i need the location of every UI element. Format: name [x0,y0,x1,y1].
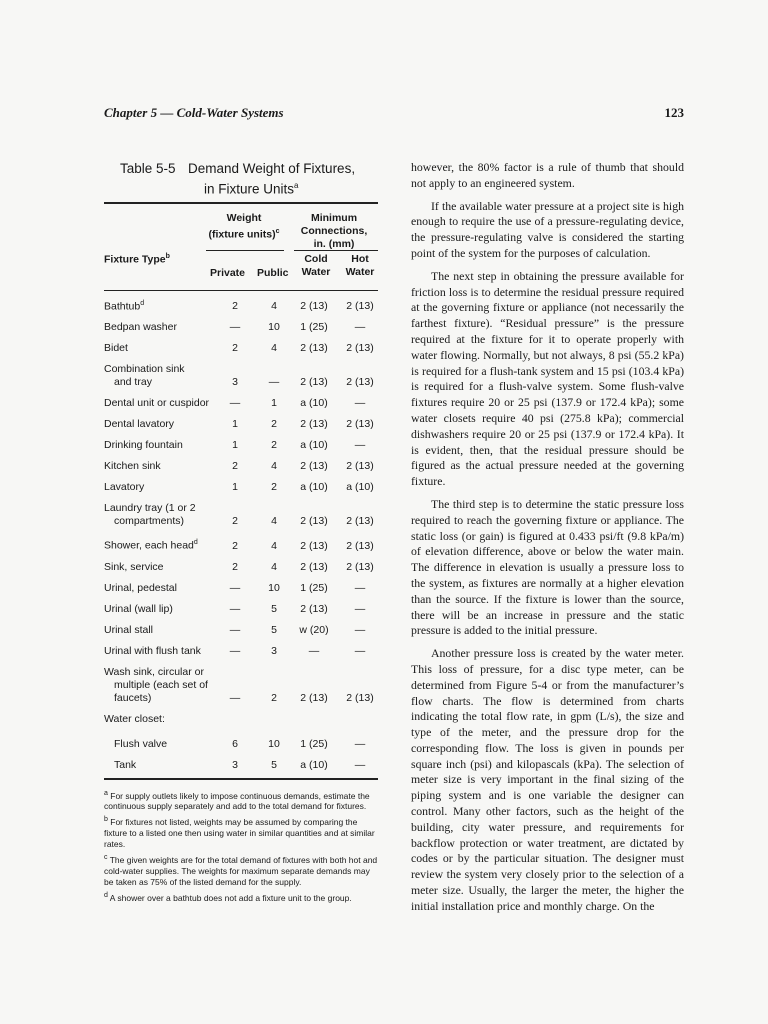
cold-water-cell: 2 (13) [300,342,328,354]
header-bottom-rule [104,290,378,291]
cold-water-cell: 1 (25) [300,581,328,594]
public-cell: 10 [268,581,280,594]
public-cell: 2 [271,691,277,704]
table-title-line2: in Fixture Units [204,181,295,197]
footnote: $^a$ For supply outlets likely to impose continuous demands, estimate the continuous supply separately and add to the total demand for fixtures. [104,789,370,812]
cold-water-cell: — [308,644,320,657]
table-row [104,397,378,410]
footnote: $^c$ The given weights are for the total demand of fixtures with both hot and cold-water supplies. The weights for maximum separate demands may be taken as 75% of the listed demand for the supply. [104,854,378,887]
fixture-type-cell: Dental lavatory [104,418,175,430]
private-cell: 2 [232,300,238,312]
hot-water-cell: — [354,623,366,636]
table-row [104,603,378,616]
private-cell: 2 [232,560,238,573]
table-row [104,502,378,528]
private-cell: 3 [232,758,238,771]
body-paragraph: The next step in obtaining the pressure available for friction loss is to determine the residual pressure required at the governing fixture or appliance (not necessarily the farthest fixture). “Residual pressure” is the pressure required at the fixture for it to operate properly with water flowing. Normally, but not always, 8 psi (55.2 kPa) is required for a flush-tank system and 15 psi (103.4 kPa) is required for a flush-valve system. Some flush-valve fixtures require 20 or 25 psi (137.9 or 172.4 kPa); some water closets require 40 psi (275.8 kPa); commercial dishwashers require 20 or 25 psi (137.9 or 172.4 kPa). It is evident, then, that the residual pressure should be figured as the actual pressure needed at the governing fixture. [411,268,684,489]
fixture-type-cell: Urinal (wall lip) [104,602,173,615]
public-cell: 4 [271,342,277,354]
private-cell: 2 [232,342,238,354]
fixture-type-cell: Urinal stall [104,623,154,636]
public-cell: 2 [271,418,277,430]
fixture-type-cell: Drinking fountain [104,439,183,451]
table-row [104,536,378,553]
table-row [104,582,378,595]
footnote: $^b$ For fixtures not listed, weights may be assumed by comparing the fixture to a listed one then using water in similar quantities and at similar rates. [104,816,375,850]
table-row [104,666,378,705]
fixture-type-cell: Urinal with flush tank [104,644,201,657]
fixture-type-cell: Laundry tray (1 or 2 compartments) [104,502,196,527]
table-column-headers [104,204,378,290]
col-hot-water-header: Hot Water [345,252,375,278]
hot-water-cell: 2 (13) [346,418,374,430]
hot-water-cell: 2 (13) [346,560,374,573]
public-cell: 3 [271,644,277,657]
chapter-title: Chapter 5 — Cold-Water Systems [104,105,284,120]
table-row [104,439,378,452]
fixture-type-cell: Dental unit or cuspidor [104,397,210,409]
public-cell: 10 [268,737,280,750]
cold-water-cell: 2 (13) [300,539,328,552]
private-cell: — [229,581,241,594]
cold-water-cell: 2 (13) [300,460,328,472]
private-cell: 2 [232,515,238,527]
fixture-type-cell: Water closet: [104,712,165,725]
cold-water-cell: a (10) [300,397,328,409]
cold-water-cell: a (10) [300,481,328,493]
public-cell: 4 [271,560,277,573]
body-paragraph: however, the 80% factor is a rule of thumb that should not apply to an engineered system. [411,160,684,190]
private-cell: 6 [232,737,238,750]
table-footnotes [104,788,378,904]
hot-water-cell: — [354,737,366,750]
table-row [104,460,378,473]
private-cell: 1 [232,439,238,451]
col-weight-header: Weight (fixture units)$^c$ [208,211,280,240]
running-header [104,105,684,121]
col-min-connections-header: Minimum Connections, in. (mm) [300,211,368,250]
fixture-type-cell: Tank [114,758,137,771]
page-number: 123 [664,105,684,120]
cold-water-cell: a (10) [300,758,328,771]
private-cell: — [229,644,241,657]
body-paragraph: The third step is to determine the static pressure loss required to reach the governing fixture or appliance. The static loss (or gain) is figured at 0.433 psi/ft (9.8 kPa/m) of elevation difference, above or below the water main. The difference in elevation is usually a pressure loss to the system, as fixtures are normally at a higher elevation than the source. If the fixture is lower than the source, there will be an increase in pressure and the static pressure is added to the initial pressure. [411,496,684,638]
fixture-type-cell: Wash sink, circular or multiple (each set of faucets) [104,665,208,704]
cold-water-cell: a (10) [300,439,328,451]
table-number: Table 5-5 [120,161,176,176]
col-public-header: Public [257,266,289,279]
fixture-type-cell: Bidet [104,342,128,354]
hot-water-cell: 2 (13) [346,539,374,552]
table-row [104,624,378,637]
private-cell: — [229,321,241,333]
table-row [104,418,378,431]
col-fixture-type-header: Fixture Type$^b$ [104,252,170,265]
private-cell: 1 [232,481,238,493]
table-bottom-rule [104,778,378,780]
hot-water-cell: — [354,581,366,594]
private-cell: — [229,602,241,615]
fixture-type-cell: Lavatory [104,481,145,493]
private-cell: 3 [232,376,238,388]
public-cell: 5 [271,758,277,771]
table-title [120,160,378,198]
hot-water-cell: 2 (13) [346,300,374,312]
fixture-type-cell: Bedpan washer [104,321,177,333]
body-paragraph: Another pressure loss is created by the water meter. This loss of pressure, for a disc type meter, can be determined from Figure 5-4 or from the manufacturer’s flow charts. The flow is determined from charts indicating the total flow rate, in gpm (L/s), the size and type of the meter, and the pressure drop for the corresponding flow. The loss is given in pounds per square inch (psi) and kilopascals (kPa). The selection of meter size is very important in the final sizing of the piping system and is one variable the designer can control. Many other factors, such as the height of the building, city water pressure, and requirements for backflow protection or water treatment, are dictated by codes or by the particular situation. The designer must review the system very closely prior to the selection of a meter size. Usually, the larger the meter, the higher the initial installation price and monthly charge. On the [411,646,684,913]
hot-water-cell: 2 (13) [346,460,374,472]
cold-water-cell: w (20) [299,623,329,636]
table-row [104,738,378,751]
public-cell: 1 [271,397,277,409]
cold-water-cell: 2 (13) [300,376,328,388]
hot-water-cell: — [354,321,366,333]
table-body [104,297,378,772]
table-row [104,759,378,772]
private-cell: 2 [232,460,238,472]
cold-water-cell: 2 (13) [300,515,328,527]
public-cell: 2 [271,481,277,493]
public-cell: 5 [271,623,277,636]
body-text-column [411,160,684,922]
private-cell: — [229,623,241,636]
private-cell: 1 [232,418,238,430]
table-row [104,363,378,389]
hot-water-cell: 2 (13) [346,376,374,388]
hot-water-cell: — [354,439,366,451]
private-cell: — [229,691,241,704]
public-cell: — [268,376,280,388]
fixture-type-cell: Urinal, pedestal [104,581,177,594]
hot-water-cell: — [354,644,366,657]
fixture-type-cell: Sink, service [104,560,164,573]
table-row [104,645,378,658]
col-private-header: Private [210,266,246,279]
table-row [104,321,378,334]
fixture-type-cell: Flush valve [114,737,168,750]
table-title-sup: a [294,181,299,190]
hot-water-cell: — [354,758,366,771]
table-row [104,561,378,574]
private-cell: — [229,397,241,409]
table-title-line1: Demand Weight of Fixtures, [188,161,356,176]
public-cell: 10 [268,321,280,333]
fixture-type-cell: Combination sink and tray [104,363,185,388]
public-cell: 5 [271,602,277,615]
header-divider [294,250,378,251]
table-row [104,342,378,355]
cold-water-cell: 2 (13) [300,560,328,573]
hot-water-cell: 2 (13) [346,691,374,704]
cold-water-cell: 2 (13) [300,418,328,430]
public-cell: 4 [271,300,277,312]
cold-water-cell: 2 (13) [300,602,328,615]
footnote: $^d$ A shower over a bathtub does not add a fixture unit to the group. [104,891,352,903]
table-row [104,481,378,494]
hot-water-cell: 2 (13) [346,515,374,527]
fixture-type-cell: Bathtub$^d$ [104,299,145,312]
table-row [104,297,378,314]
cold-water-cell: 1 (25) [300,321,328,333]
cold-water-cell: 1 (25) [300,737,328,750]
private-cell: 2 [232,539,238,552]
fixture-type-cell: Kitchen sink [104,460,161,472]
hot-water-cell: a (10) [346,481,374,493]
public-cell: 4 [271,460,277,472]
table-column [104,160,378,906]
header-divider [206,250,284,251]
cold-water-cell: 2 (13) [300,300,328,312]
cold-water-cell: 2 (13) [300,691,328,704]
hot-water-cell: — [354,602,366,615]
public-cell: 4 [271,539,277,552]
body-paragraph: If the available water pressure at a project site is high enough to require the use of a pressure-regulating device, the pressure-regulating valve is considered the starting point of the system for the purposes of calculation. [411,198,684,260]
hot-water-cell: — [354,397,366,409]
hot-water-cell: 2 (13) [346,342,374,354]
table-row [104,713,378,726]
fixture-type-cell: Shower, each head$^d$ [104,539,198,552]
public-cell: 4 [271,515,277,527]
public-cell: 2 [271,439,277,451]
col-cold-water-header: Cold Water [301,252,331,278]
